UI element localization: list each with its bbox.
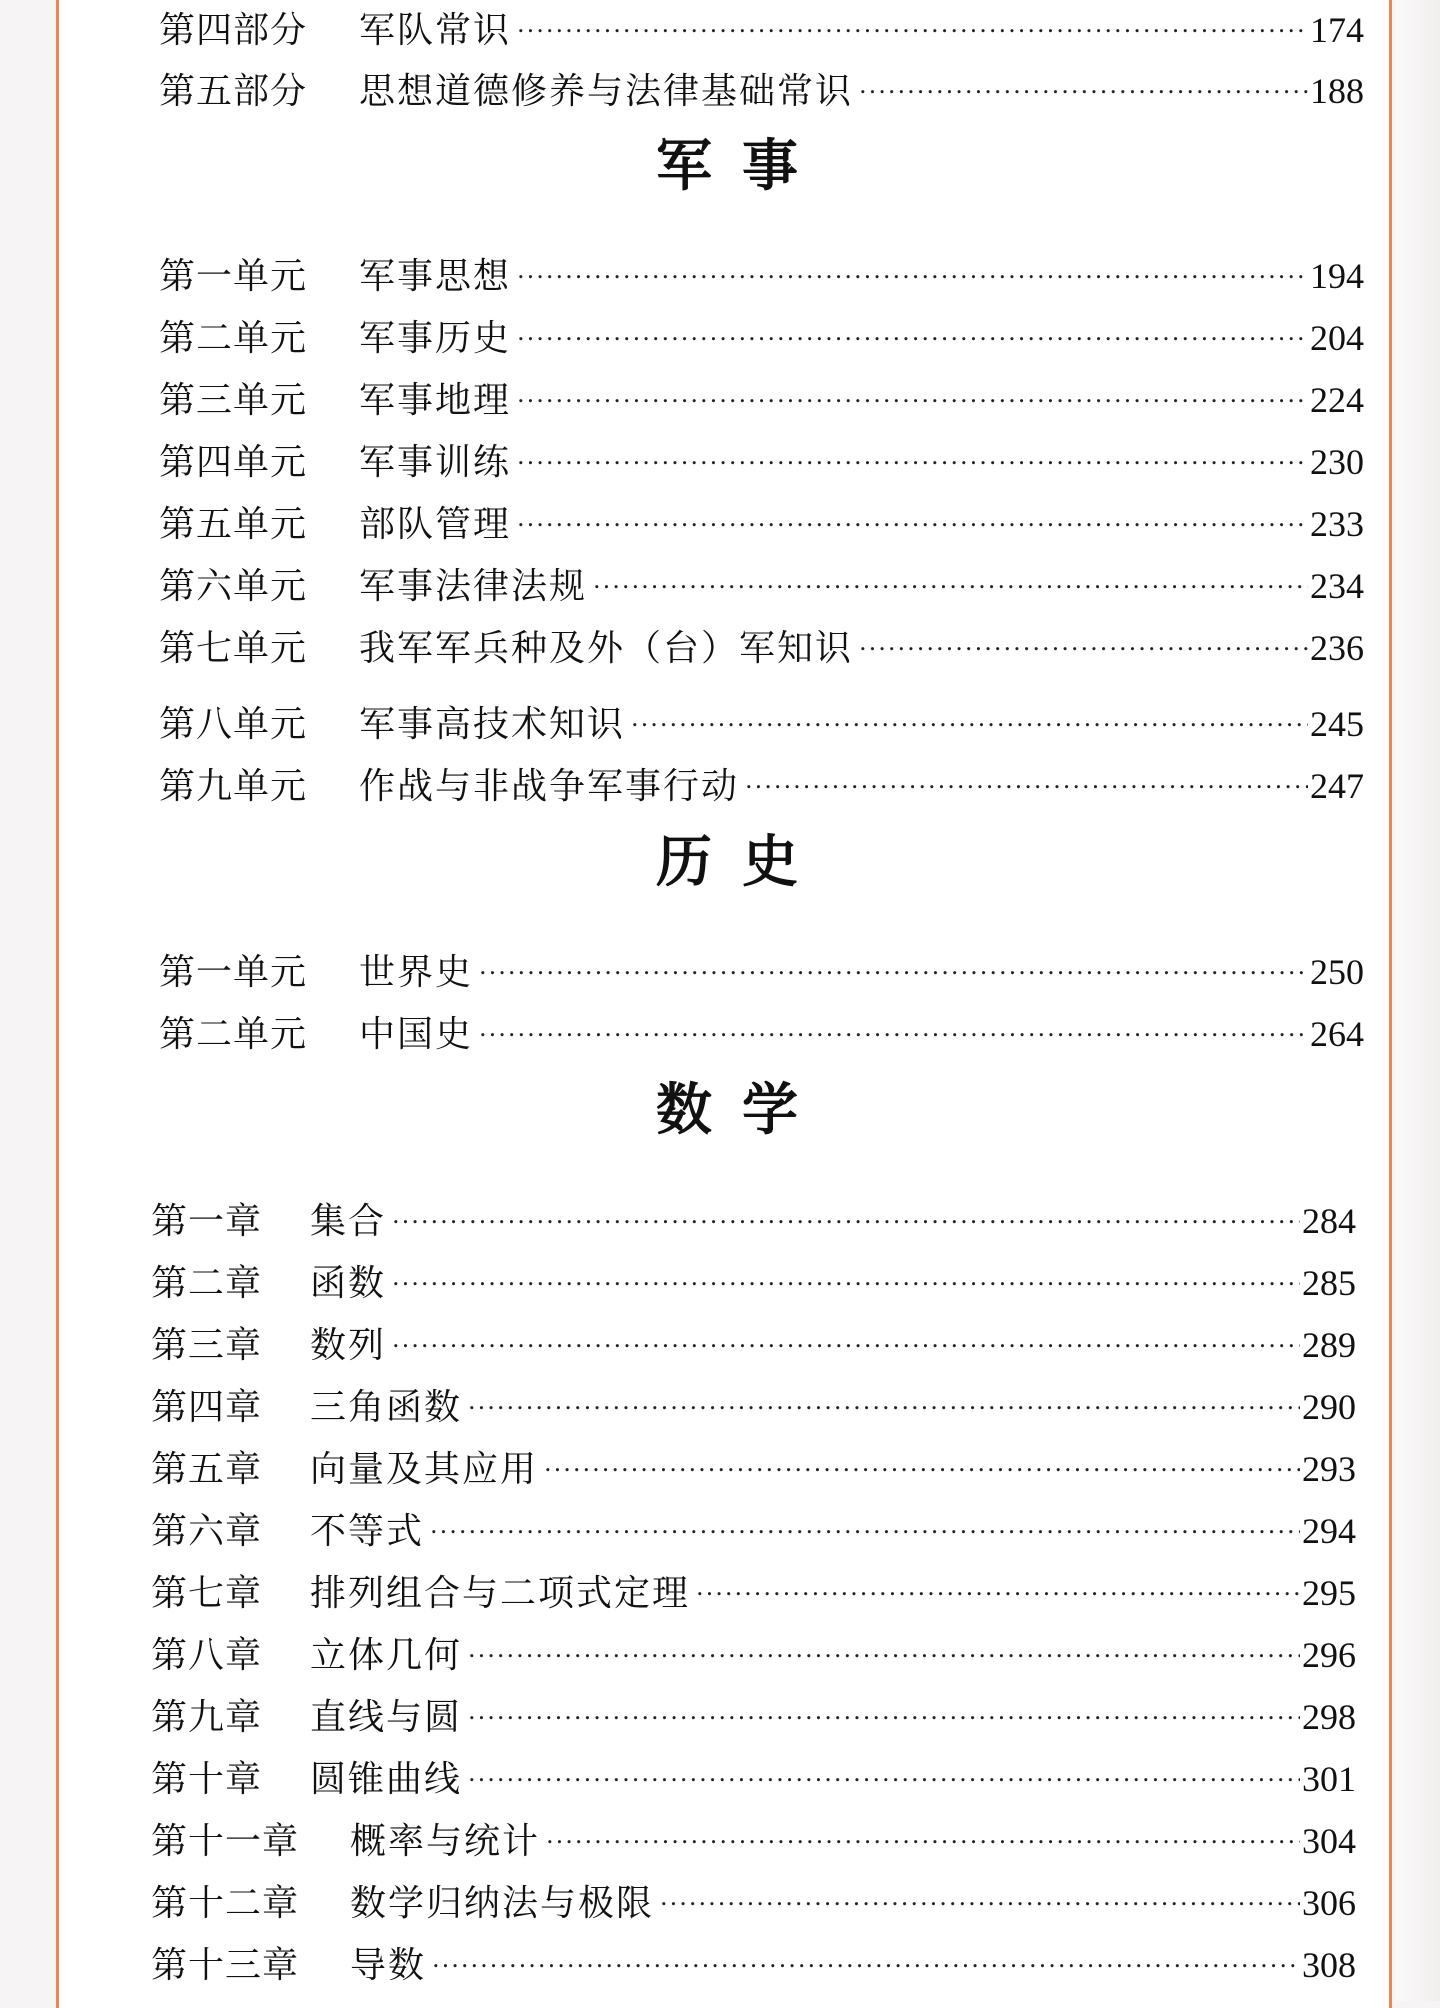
- toc-entry[interactable]: [159, 684, 1364, 745]
- entry-number: 第五单元: [159, 504, 308, 545]
- toc-entry[interactable]: [151, 1367, 1356, 1428]
- entry-page-number: 295: [1302, 1573, 1356, 1613]
- dot-leader: [517, 298, 1308, 350]
- entry-page-number: 308: [1302, 1945, 1356, 1985]
- dot-leader: [392, 1243, 1300, 1295]
- entry-number: 第七单元: [159, 628, 308, 669]
- toc-entry[interactable]: [159, 484, 1364, 545]
- toc-page: [56, 0, 1392, 2008]
- entry-page-number: 284: [1302, 1201, 1356, 1241]
- entry-number: 第四部分: [159, 10, 308, 51]
- entry-page-number: 245: [1310, 704, 1364, 744]
- entry-number: 第九单元: [159, 766, 308, 807]
- entry-title: 我军军兵种及外（台）军知识: [359, 628, 854, 669]
- dot-leader: [745, 746, 1308, 798]
- entry-page-number: 294: [1302, 1511, 1356, 1551]
- toc-entry[interactable]: [159, 994, 1364, 1055]
- entry-page-number: 293: [1302, 1449, 1356, 1489]
- entry-title: 数学归纳法与极限: [350, 1883, 655, 1924]
- entry-page-number: 188: [1310, 71, 1364, 111]
- entry-number: 第九章: [151, 1697, 263, 1738]
- dot-leader: [517, 484, 1308, 536]
- toc-entry[interactable]: [151, 1429, 1356, 1490]
- entry-title: 三角函数: [310, 1387, 463, 1428]
- section-heading: 数学: [656, 1078, 828, 1143]
- toc-entry[interactable]: [159, 236, 1364, 297]
- dot-leader: [392, 1305, 1300, 1357]
- entry-title: 直线与圆: [310, 1697, 463, 1738]
- entry-number: 第四单元: [159, 442, 308, 483]
- dot-leader: [696, 1553, 1300, 1605]
- entry-title: 军事地理: [359, 380, 512, 421]
- entry-title: 排列组合与二项式定理: [310, 1573, 691, 1614]
- entry-page-number: 234: [1310, 566, 1364, 606]
- toc-entry[interactable]: [151, 1181, 1356, 1242]
- toc-entry[interactable]: [159, 546, 1364, 607]
- entry-page-number: 298: [1302, 1697, 1356, 1737]
- toc-entry[interactable]: [159, 298, 1364, 359]
- entry-title: 不等式: [310, 1511, 425, 1552]
- entry-page-number: 230: [1310, 442, 1364, 482]
- entry-title: 中国史: [359, 1014, 474, 1055]
- entry-page-number: 306: [1302, 1883, 1356, 1923]
- entry-number: 第一章: [151, 1201, 263, 1242]
- entry-number: 第八单元: [159, 704, 308, 745]
- toc-entry[interactable]: [151, 1677, 1356, 1738]
- entry-title: 导数: [350, 1945, 427, 1986]
- dot-leader: [593, 546, 1308, 598]
- dot-leader: [859, 51, 1308, 103]
- dot-leader: [544, 1429, 1300, 1481]
- entry-page-number: 236: [1310, 628, 1364, 668]
- entry-number: 第十一章: [151, 1821, 300, 1862]
- toc-entry[interactable]: [151, 1801, 1356, 1862]
- entry-title: 世界史: [359, 952, 474, 993]
- toc-entry[interactable]: [151, 1305, 1356, 1366]
- entry-number: 第五章: [151, 1449, 263, 1490]
- dot-leader: [468, 1677, 1300, 1729]
- toc-entry[interactable]: [151, 1739, 1356, 1800]
- entry-title: 向量及其应用: [310, 1449, 539, 1490]
- toc-entry[interactable]: [151, 1553, 1356, 1614]
- entry-title: 军事训练: [359, 442, 512, 483]
- toc-entry[interactable]: [159, 0, 1364, 51]
- section-heading: 历史: [656, 830, 828, 895]
- dot-leader: [517, 360, 1308, 412]
- entry-page-number: 290: [1302, 1387, 1356, 1427]
- entry-page-number: 296: [1302, 1635, 1356, 1675]
- toc-entry[interactable]: [159, 360, 1364, 421]
- entry-page-number: 285: [1302, 1263, 1356, 1303]
- entry-page-number: 264: [1310, 1014, 1364, 1054]
- entry-page-number: 304: [1302, 1821, 1356, 1861]
- toc-entry[interactable]: [159, 608, 1364, 669]
- entry-number: 第六章: [151, 1511, 263, 1552]
- entry-title: 部队管理: [359, 504, 512, 545]
- toc-entry[interactable]: [159, 932, 1364, 993]
- entry-title: 函数: [310, 1263, 387, 1304]
- entry-title: 军事思想: [359, 256, 512, 297]
- dot-leader: [517, 236, 1308, 288]
- dot-leader: [859, 608, 1308, 660]
- toc-entry[interactable]: [151, 1925, 1356, 1986]
- entry-title: 立体几何: [310, 1635, 463, 1676]
- entry-number: 第一单元: [159, 256, 308, 297]
- dot-leader: [631, 684, 1308, 736]
- entry-page-number: 301: [1302, 1759, 1356, 1799]
- entry-page-number: 204: [1310, 318, 1364, 358]
- entry-page-number: 233: [1310, 504, 1364, 544]
- entry-page-number: 194: [1310, 256, 1364, 296]
- toc-entry[interactable]: [159, 422, 1364, 483]
- entry-number: 第一单元: [159, 952, 308, 993]
- dot-leader: [392, 1181, 1300, 1233]
- dot-leader: [468, 1739, 1300, 1791]
- entry-title: 圆锥曲线: [310, 1759, 463, 1800]
- dot-leader: [479, 932, 1308, 984]
- entry-number: 第五部分: [159, 71, 308, 112]
- entry-title: 军事历史: [359, 318, 512, 359]
- entry-number: 第四章: [151, 1387, 263, 1428]
- entry-number: 第二章: [151, 1263, 263, 1304]
- section-heading: 军事: [656, 134, 828, 199]
- entry-page-number: 250: [1310, 952, 1364, 992]
- entry-number: 第七章: [151, 1573, 263, 1614]
- entry-page-number: 289: [1302, 1325, 1356, 1365]
- toc-entry[interactable]: [151, 1863, 1356, 1924]
- entry-number: 第八章: [151, 1635, 263, 1676]
- toc-entry[interactable]: [151, 1243, 1356, 1304]
- toc-entry[interactable]: [159, 746, 1364, 807]
- entry-page-number: 224: [1310, 380, 1364, 420]
- entry-title: 数列: [310, 1325, 387, 1366]
- page-edge-shadow: [1396, 0, 1440, 2001]
- entry-number: 第二单元: [159, 318, 308, 359]
- dot-leader: [546, 1801, 1300, 1853]
- entry-page-number: 174: [1310, 10, 1364, 50]
- toc-entry[interactable]: [159, 51, 1364, 112]
- entry-number: 第二单元: [159, 1014, 308, 1055]
- toc-entry[interactable]: [151, 1491, 1356, 1552]
- entry-number: 第十三章: [151, 1945, 300, 1986]
- dot-leader: [468, 1615, 1300, 1667]
- dot-leader: [432, 1925, 1300, 1977]
- dot-leader: [660, 1863, 1300, 1915]
- entry-title: 思想道德修养与法律基础常识: [359, 71, 854, 112]
- dot-leader: [479, 994, 1308, 1046]
- entry-number: 第六单元: [159, 566, 308, 607]
- dot-leader: [517, 0, 1308, 42]
- entry-number: 第十二章: [151, 1883, 300, 1924]
- toc-entry[interactable]: [151, 1615, 1356, 1676]
- entry-title: 军事高技术知识: [359, 704, 626, 745]
- dot-leader: [430, 1491, 1300, 1543]
- entry-page-number: 247: [1310, 766, 1364, 806]
- dot-leader: [517, 422, 1308, 474]
- entry-title: 集合: [310, 1201, 387, 1242]
- entry-number: 第十章: [151, 1759, 263, 1800]
- entry-title: 概率与统计: [350, 1821, 541, 1862]
- entry-title: 作战与非战争军事行动: [359, 766, 740, 807]
- entry-number: 第三章: [151, 1325, 263, 1366]
- dot-leader: [468, 1367, 1300, 1419]
- entry-number: 第三单元: [159, 380, 308, 421]
- entry-title: 军事法律法规: [359, 566, 588, 607]
- entry-title: 军队常识: [359, 10, 512, 51]
